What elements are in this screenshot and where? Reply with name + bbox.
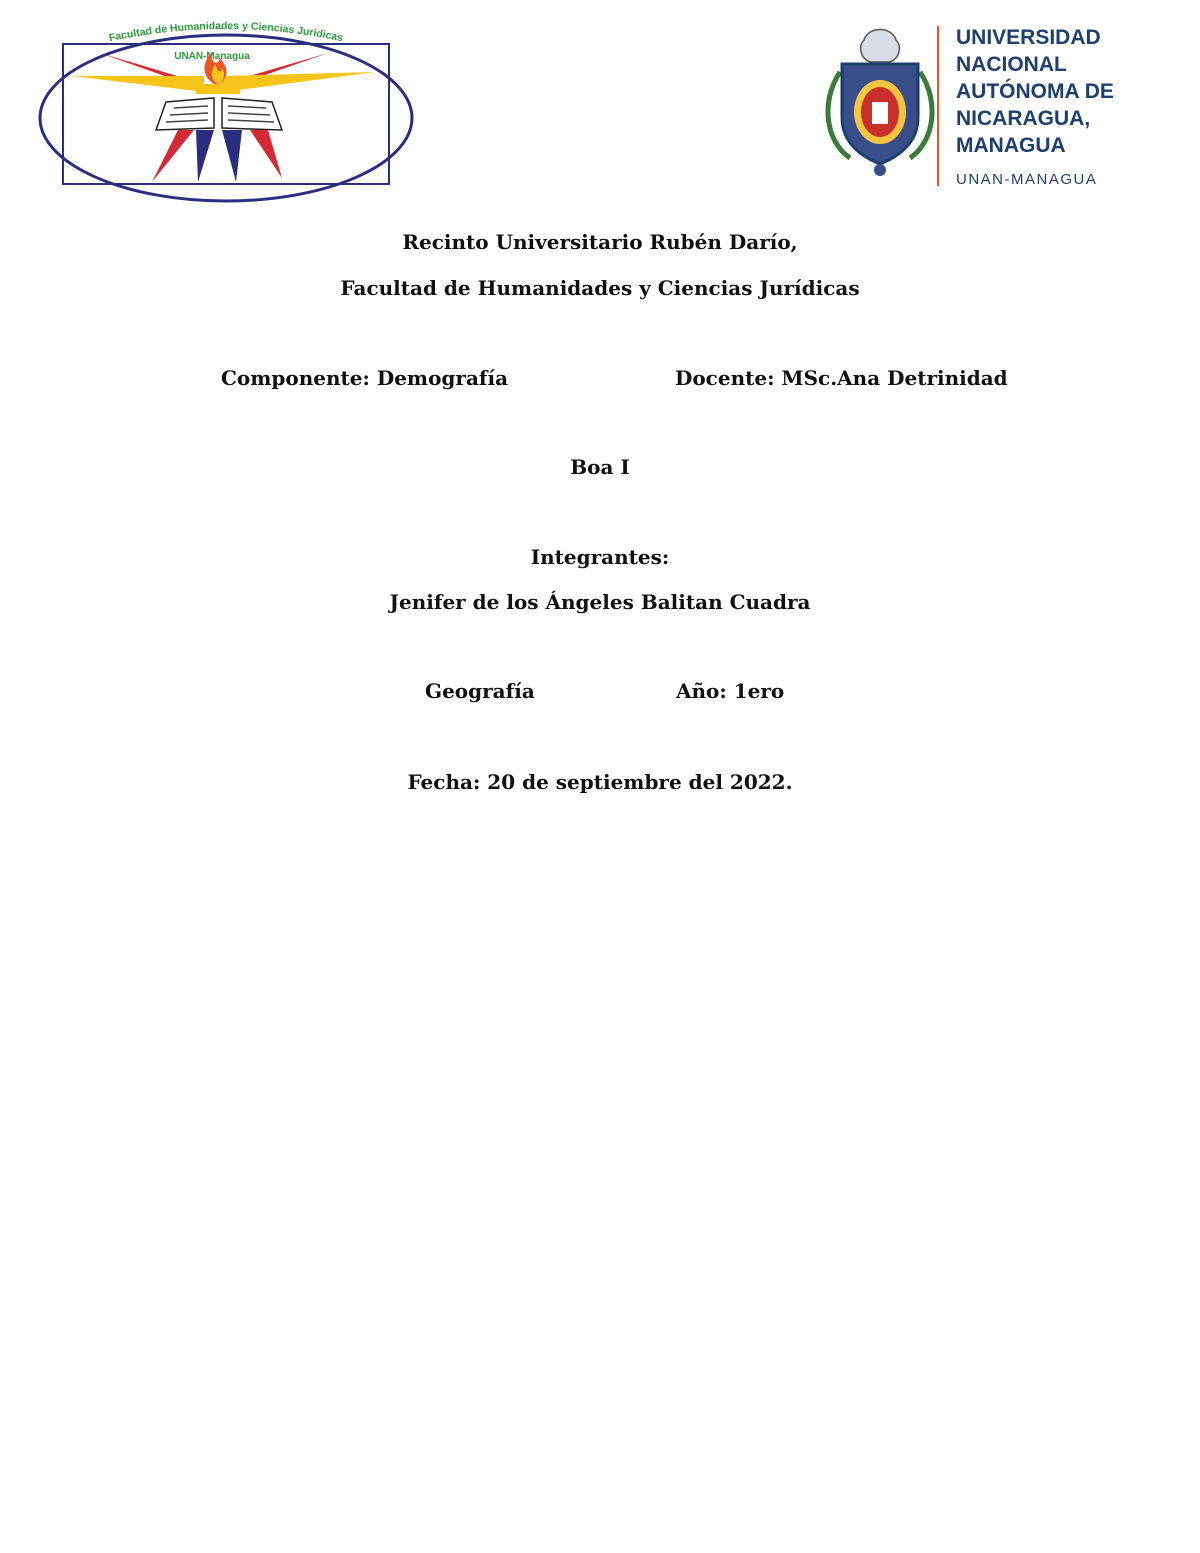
career-line: Geografía	[425, 679, 535, 703]
unan-name-line-5: MANAGUA	[956, 134, 1066, 157]
svg-text:Facultad de Humanidades y Cien	[108, 20, 344, 44]
unan-name-line-4: NICARAGUA,	[956, 107, 1091, 130]
unan-logo	[820, 22, 1150, 192]
date-line: Fecha: 20 de septiembre del 2022.	[407, 770, 793, 794]
unan-name-line-1: UNIVERSIDAD	[956, 26, 1101, 49]
unan-acronym: UNAN-MANAGUA	[956, 171, 1098, 188]
campus-line: Recinto Universitario Rubén Darío,	[402, 230, 798, 254]
year-line: Año: 1ero	[676, 679, 785, 703]
unan-name-line-3: AUTÓNOMA DE	[956, 80, 1114, 103]
unan-name-line-2: NACIONAL	[956, 53, 1067, 76]
members-heading: Integrantes:	[530, 545, 670, 569]
teacher-line: Docente: MSc.Ana Detrinidad	[675, 366, 1008, 390]
faculty-logo	[36, 20, 416, 205]
group-line: Boa I	[570, 455, 630, 479]
faculty-logo-subtext: UNAN-Managua	[174, 51, 250, 62]
component-line: Componente: Demografía	[221, 366, 509, 390]
member-name: Jenifer de los Ángeles Balitan Cuadra	[389, 590, 811, 614]
faculty-line: Facultad de Humanidades y Ciencias Jurídicas	[340, 276, 860, 300]
faculty-logo-arc-text: Facultad de Humanidades y Ciencias Jurídicas	[107, 20, 345, 45]
